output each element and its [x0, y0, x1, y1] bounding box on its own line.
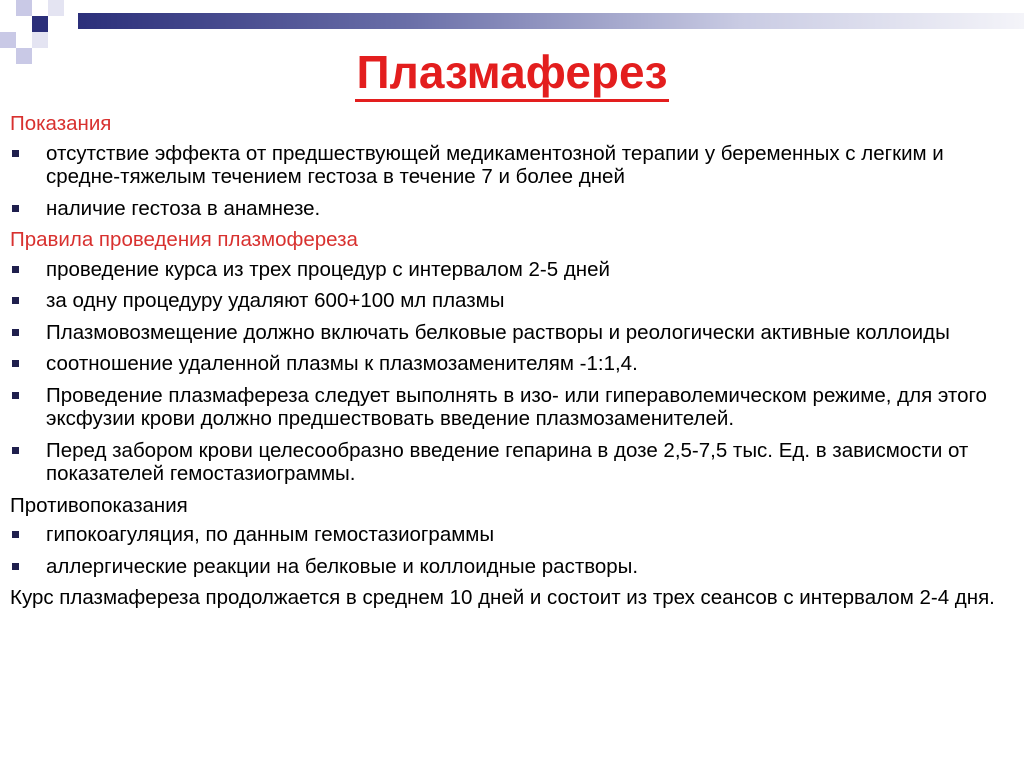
section-heading-contraindications: Противопоказания: [10, 493, 188, 517]
decor-square: [48, 0, 64, 16]
bullet-square-icon: [12, 360, 19, 367]
bullet-square-icon: [12, 150, 19, 157]
bullet-square-icon: [12, 447, 19, 454]
list-item: соотношение удаленной плазмы к плазмозаменителям -1:1,4.: [10, 352, 1010, 376]
indications-list: [10, 142, 1010, 221]
bullet-square-icon: [12, 392, 19, 399]
course-note: Курс плазмафереза продолжается в среднем 10 дней и состоит из трех сеансов с интервалом 2-4 дня.: [10, 586, 995, 609]
decor-square: [16, 0, 32, 16]
list-item: проведение курса из трех процедур с интервалом 2-5 дней: [10, 258, 1010, 282]
list-item: Проведение плазмафереза следует выполнять в изо- или гипераволемическом режиме, для этого эксфузии крови должно предшествовать введение плазмозаменителей.: [10, 384, 1010, 431]
section-heading-indications: Показания: [10, 112, 112, 135]
header-gradient-bar: [78, 13, 1024, 29]
bullet-square-icon: [12, 205, 19, 212]
list-item: за одну процедуру удаляют 600+100 мл плазмы: [10, 289, 1010, 313]
contraindications-list: [10, 523, 1010, 578]
decor-square: [32, 16, 48, 32]
list-item: Перед забором крови целесообразно введение гепарина в дозе 2,5-7,5 тыс. Ед. в зависмости от показателей гемостазиограммы.: [10, 439, 1010, 486]
rules-list: [10, 258, 1010, 486]
slide-title: [0, 46, 1024, 98]
list-item: гипокоагуляция, по данным гемостазиограммы: [10, 523, 1010, 547]
bullet-square-icon: [12, 297, 19, 304]
bullet-square-icon: [12, 531, 19, 538]
slide-content: [10, 112, 1010, 610]
list-item: отсутствие эффекта от предшествующей медикаментозной терапии у беременных с легким и средне-тяжелым течением гестоза в течение 7 и более дней: [10, 142, 1010, 189]
bullet-square-icon: [12, 329, 19, 336]
list-item: аллергические реакции на белковые и коллоидные растворы.: [10, 555, 1010, 579]
bullet-square-icon: [12, 563, 19, 570]
section-heading-rules: Правила проведения плазмофереза: [10, 228, 358, 251]
slide-title-text: Плазмаферез: [355, 46, 670, 102]
list-item: наличие гестоза в анамнезе.: [10, 197, 1010, 221]
bullet-square-icon: [12, 266, 19, 273]
list-item: Плазмовозмещение должно включать белковые растворы и реологически активные коллоиды: [10, 321, 1010, 345]
